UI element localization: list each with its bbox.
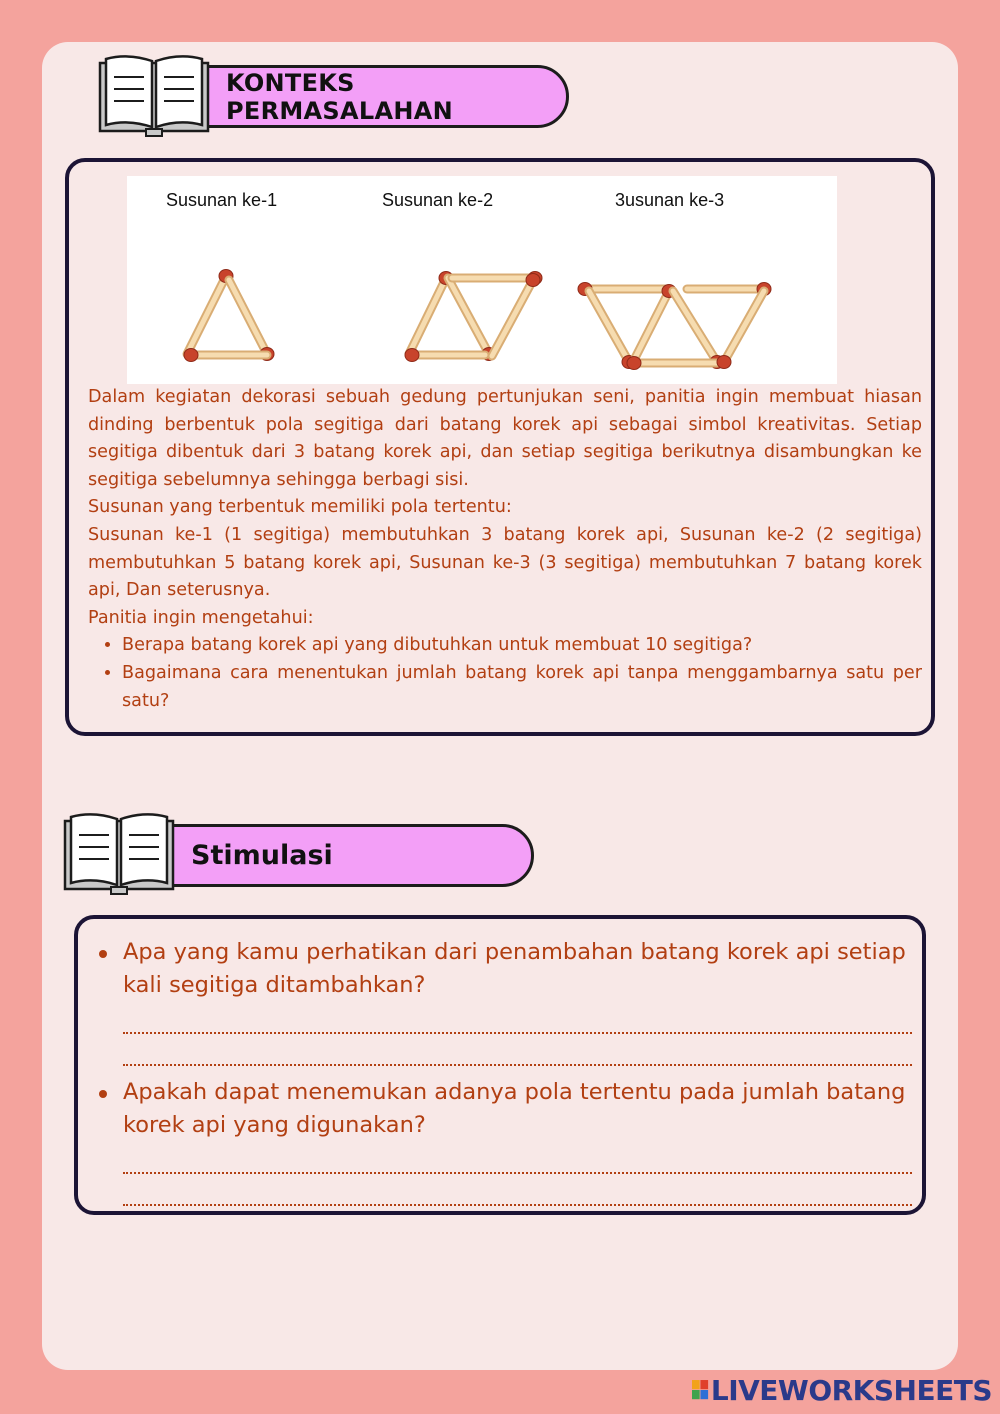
matchstick — [627, 357, 717, 370]
section-title: Stimulasi — [191, 840, 333, 871]
matchstick-figure — [127, 176, 837, 384]
figure-label-2: Susunan ke-2 — [382, 190, 494, 210]
section-title: KONTEKS PERMASALAHAN — [226, 68, 453, 125]
stimulation-questions — [96, 936, 912, 1206]
matchstick — [492, 274, 540, 357]
figure-label-3: 3usunan ke-3 — [615, 190, 725, 210]
question-text: Apakah dapat menemukan adanya pola tertentu pada jumlah batang korek api yang digunakan? — [123, 1079, 906, 1138]
answer-line[interactable] — [96, 1002, 912, 1034]
list-item — [96, 936, 912, 1002]
paragraph-question-intro: Panitia ingin mengetahui: — [88, 607, 314, 628]
question-text: Apa yang kamu perhatikan dari penambahan batang korek api setiap kali segitiga ditambahkan? — [123, 939, 906, 998]
open-book-icon — [63, 813, 175, 897]
paragraph-pattern-intro: Susunan yang terbentuk memiliki pola tertentu: — [88, 497, 512, 518]
answer-line[interactable] — [96, 1034, 912, 1066]
matchstick — [229, 280, 274, 361]
section-header-konteks — [203, 65, 569, 128]
matchstick — [448, 278, 496, 361]
live-logo-icon — [692, 1377, 709, 1403]
liveworksheets-logo — [692, 1372, 992, 1408]
figure-label-1: Susunan ke-1 — [166, 190, 278, 210]
matchstick — [673, 291, 724, 369]
brand-name: LIVEWORKSHEETS — [710, 1373, 992, 1407]
open-book-icon — [98, 55, 210, 139]
matchstick — [589, 291, 636, 369]
question-list — [88, 632, 922, 715]
answer-line[interactable] — [96, 1142, 912, 1174]
paragraph-pattern: Susunan ke-1 (1 segitiga) membutuhkan 3 batang korek api, Susunan ke-2 (2 segitiga) membutuhkan 5 batang korek api, Susunan ke-3 (3 segitiga) membutuhkan 7 batang korek api, Dan seterusnya. — [88, 524, 922, 601]
list-item — [96, 1076, 912, 1142]
section-header-stimulasi — [168, 824, 534, 887]
matchstick — [184, 349, 267, 362]
list-item: • Bagaimana cara menentukan jumlah batang korek api tanpa menggambarnya satu per satu? — [122, 660, 922, 715]
matchstick — [405, 349, 485, 362]
answer-line[interactable] — [96, 1174, 912, 1206]
list-item: • Berapa batang korek api yang dibutuhkan untuk membuat 10 segitiga? — [122, 632, 922, 660]
paragraph-context: Dalam kegiatan dekorasi sebuah gedung pertunjukan seni, panitia ingin membuat hiasan dinding berbentuk pola segitiga dari batang korek api sebagai simbol kreativitas. Setiap segitiga dibentuk dari 3 batang korek api, dan setiap segitiga berikutnya disambungkan ke segitiga sebelumnya sehingga berbagi sisi. — [88, 387, 922, 490]
matchstick — [633, 285, 676, 363]
problem-description — [88, 384, 922, 715]
matchstick — [717, 291, 764, 369]
